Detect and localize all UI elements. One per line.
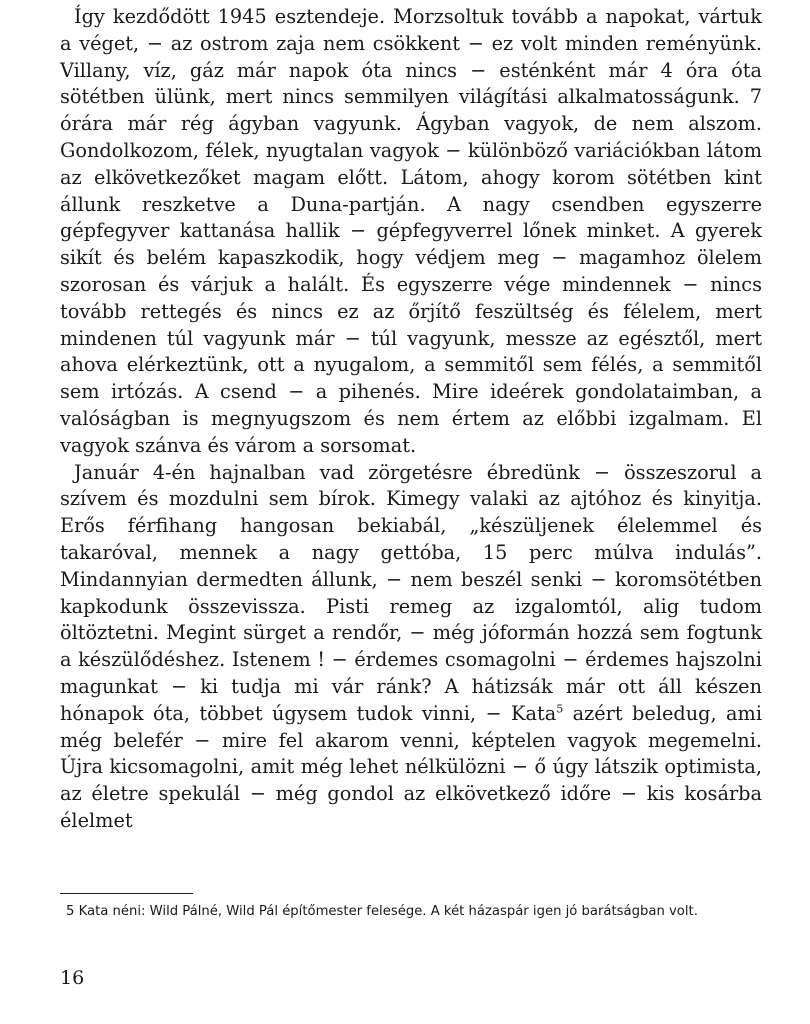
footnote-divider bbox=[60, 893, 193, 894]
page-number: 16 bbox=[60, 967, 85, 989]
page-body bbox=[60, 4, 762, 835]
paragraph-2-text-a: Január 4-én hajnalban vad zörgetésre ébredünk − összeszorul a szívem és mozdulni sem bírok. Kimegy valaki az ajtóhoz és kinyitja. Erős férfihang hangosan bekiabál, „készüljenek élelemmel és takaróval, mennek a nagy gettóba, 15 perc múlva indulás”. Mindannyian dermedten állunk, − nem beszél senki − koromsötétben kapkodunk összevissza. Pisti remeg az izgalomtól, alig tudom öltöztetni. Megint sürget a rendőr, − még jóformán hozzá sem fogtunk a készülődéshez. Istenem ! − érdemes csomagolni − érdemes hajszolni magunkat − ki tudja mi vár ránk? A hátizsák már ott áll készen hónapok óta, többet úgysem tudok vinni, − Kata bbox=[60, 460, 762, 725]
footnote: 5 Kata néni: Wild Pálné, Wild Pál építőmester felesége. A két házaspár igen jó barátságban volt. bbox=[66, 904, 698, 919]
paragraph-2 bbox=[60, 460, 762, 835]
paragraph-1: Így kezdődött 1945 esztendeje. Morzsoltuk tovább a napokat, vártuk a véget, − az ostrom zaja nem csökkent − ez volt minden reményünk. Villany, víz, gáz már napok óta nincs − esténként már 4 óra óta sötétben ülünk, mert nincs semmilyen világítási alkalmatosságunk. 7 órára már rég ágyban vagyunk. Ágyban vagyok, de nem alszom. Gondolkozom, félek, nyugtalan vagyok − különböző variációkban látom az elkövetkezőket magam előtt. Látom, ahogy korom sötétben kint állunk reszketve a Duna-partján. A nagy csendben egyszerre gépfegyver kattanása hallik − gépfegyverrel lőnek minket. A gyerek sikít és belém kapaszkodik, hogy védjem meg − magamhoz ölelem szorosan és várjuk a halált. És egyszerre vége mindennek − nincs tovább rettegés és nincs ez az őrjítő feszültség és félelem, mert mindenen túl vagyunk már − túl vagyunk, messze az egésztől, mert ahova elérkeztünk, ott a nyugalom, a semmitől sem félés, a semmitől sem irtózás. A csend − a pihenés. Mire ideérek gondolataimban, a valóságban is megnyugszom és nem értem az előbbi izgalmam. El vagyok szánva és várom a sorsomat. bbox=[60, 5, 762, 457]
paragraph-2-text-b: azért beledug, ami még belefér − mire fel akarom venni, képtelen vagyok megemelni. Újra kicsomagolni, amit még lehet nélkülözni − ő úgy látszik optimista, az életre spekulál − még gondol az elkövetkező időre − kis kosárba élelmet bbox=[60, 701, 762, 832]
footnote-reference[interactable]: 5 bbox=[556, 702, 564, 716]
